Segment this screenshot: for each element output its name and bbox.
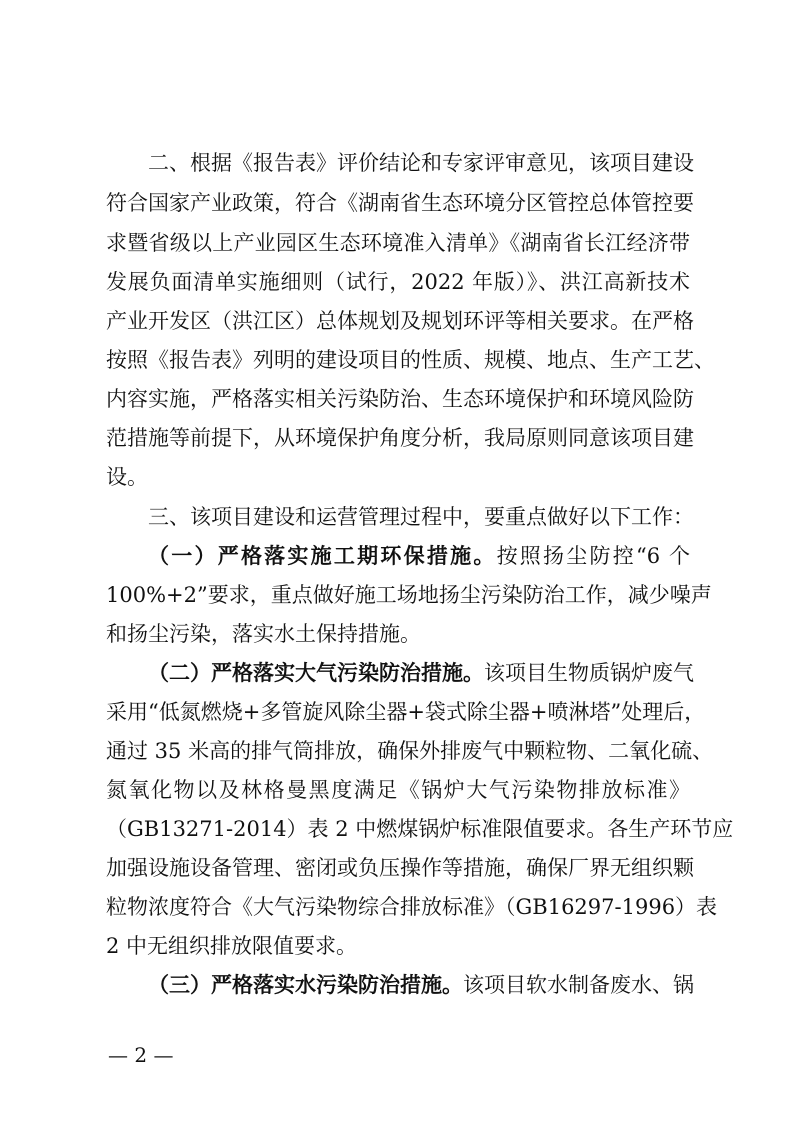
paragraph-2-line-7: 内容实施，严格落实相关污染防治、生态环境保护和环境风险防 [106,387,694,411]
item-1-first-line [148,536,690,576]
item-1-heading: （一）严格落实施工期环保措施。 [148,543,497,568]
paragraph-2-line-2: 符合国家产业政策，符合《湖南省生态环境分区管控总体管控要 [106,191,694,215]
paragraph-2-line-6: 按照《报告表》列明的建设项目的性质、规模、地点、生产工艺、 [106,348,715,372]
item-3-heading: （三）严格落实水污染防治措施。 [148,972,463,997]
page-number: — 2 — [108,1043,174,1067]
item-2-line-3: 通过 35 米高的排气筒排放，确保外排废气中颗粒物、二氧化硫、 [106,739,714,763]
paragraph-2-line-8: 范措施等前提下，从环境保护角度分析，我局原则同意该项目建 [106,426,694,450]
item-1-text-start: 按照扬尘防控“6 个 [496,544,690,568]
item-3-text-start: 该项目软水制备废水、锅 [463,973,694,997]
item-2-heading: （二）严格落实大气污染防治措施。 [148,660,484,685]
paragraph-2-line-1: 二、根据《报告表》评价结论和专家评审意见，该项目建设 [148,151,694,175]
item-2-line-5: （GB13271-2014）表 2 中燃煤锅炉标准限值要求。各生产环节应 [106,817,734,841]
paragraph-3-line-1: 三、该项目建设和运营管理过程中，要重点做好以下工作： [148,505,694,529]
paragraph-2-line-5: 产业开发区（洪江区）总体规划及规划环评等相关要求。在严格 [106,309,694,333]
item-1-line-3: 和扬尘污染，落实水土保持措施。 [106,622,421,646]
item-2-text-start: 该项目生物质锅炉废气 [484,661,694,685]
item-2-first-line [148,653,694,693]
item-2-line-4: 氮氧化物以及林格曼黑度满足《锅炉大气污染物排放标准》 [106,778,690,802]
paragraph-2-line-3: 求暨省级以上产业园区生态环境准入清单》《湖南省长江经济带 [106,231,690,255]
item-2-line-6: 加强设施设备管理、密闭或负压操作等措施，确保厂界无组织颗 [106,856,694,880]
item-3-first-line [148,965,694,1005]
item-2-line-8: 2 中无组织排放限值要求。 [106,934,358,958]
paragraph-2-line-4: 发展负面清单实施细则（试行，2022 年版）》、洪江高新技术 [106,270,690,294]
item-2-line-2: 采用“低氮燃烧+多管旋风除尘器+袋式除尘器+喷淋塔”处理后， [106,700,706,724]
item-2-line-7: 粒物浓度符合《大气污染物综合排放标准》（GB16297-1996）表 [106,895,718,919]
paragraph-2-line-9: 设。 [106,465,148,489]
item-1-line-2: 100%+2”要求，重点做好施工场地扬尘污染防治工作，减少噪声 [106,583,712,607]
